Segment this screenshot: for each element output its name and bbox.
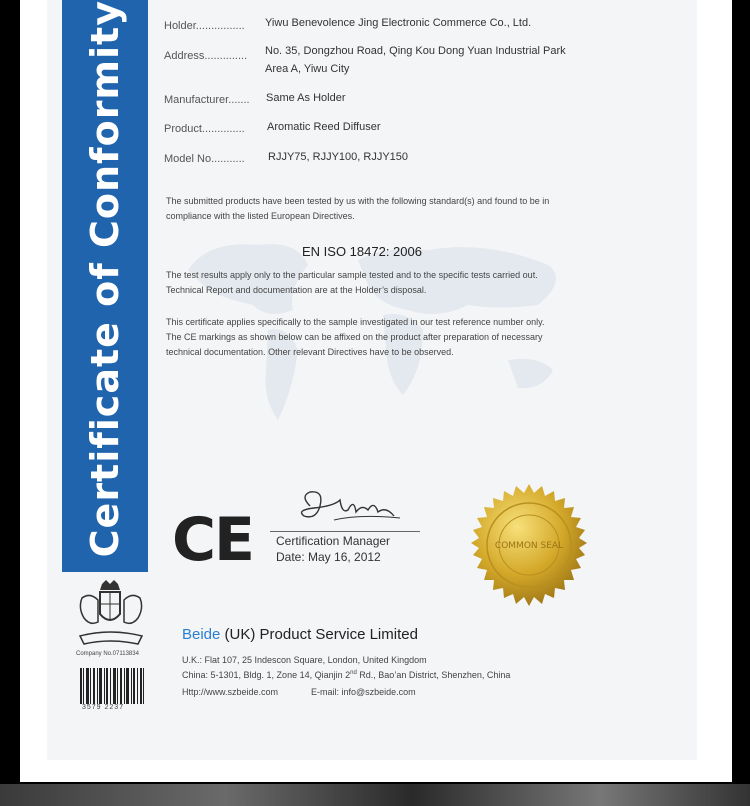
model-label: Model No........... — [164, 153, 245, 165]
issuer-brand: Beide — [182, 626, 221, 643]
address-label: Address.............. — [164, 50, 248, 62]
product-value: Aromatic Reed Diffuser — [267, 121, 381, 133]
china-address: China: 5-1301, Bldg. 1, Zone 14, Qianjin 2nd Rd., Bao’an District, Shenzhen, China — [182, 670, 511, 680]
holder-value: Yiwu Benevolence Jing Electronic Commerce Co., Ltd. — [265, 17, 532, 29]
standard-reference: EN ISO 18472: 2006 — [302, 244, 422, 259]
signature-line — [270, 531, 420, 532]
model-value: RJJY75, RJJY100, RJJY150 — [268, 151, 409, 163]
manufacturer-label: Manufacturer....... — [164, 94, 250, 106]
product-label: Product.............. — [164, 123, 245, 135]
issue-date: Date: May 16, 2012 — [276, 550, 381, 564]
company-number: Company No.07113834 — [76, 651, 139, 657]
uk-address: U.K.: Flat 107, 25 Indescon Square, London, United Kingdom — [182, 655, 427, 665]
seal-text: COMMON SEAL — [494, 541, 564, 551]
signatory-title: Certification Manager — [276, 534, 391, 548]
manufacturer-value: Same As Holder — [266, 92, 346, 104]
title-band — [62, 0, 148, 572]
barcode — [80, 668, 144, 704]
royal-crest-icon — [72, 578, 150, 650]
signature — [290, 486, 410, 530]
issuer-name: Beide (UK) Product Service Limited — [182, 626, 418, 643]
holder-label: Holder................ — [164, 20, 245, 32]
email: E-mail: info@szbeide.com — [311, 687, 416, 697]
test-results-paragraph: The test results apply only to the particular sample tested and to the specific tests carried out. Technical Report and documentation are at the Holder’s disposal. — [166, 270, 538, 295]
barcode-number: 3579 2237 — [82, 704, 125, 711]
background-strip — [0, 784, 750, 806]
address-value-line2: Area A, Yiwu City — [265, 63, 350, 75]
compliance-paragraph: The submitted products have been tested by us with the following standard(s) and found to be in compliance with the listed European Directives. — [166, 196, 550, 221]
gold-seal — [466, 482, 592, 608]
address-value-line1: No. 35, Dongzhou Road, Qing Kou Dong Yuan Industrial Park — [265, 45, 566, 57]
website: Http://www.szbeide.com — [182, 687, 279, 697]
certificate-title: Certificate of Conformity — [83, 0, 127, 558]
ce-mark: CE — [172, 505, 254, 575]
ce-marking-paragraph: This certificate applies specifically to the sample investigated in our test reference number only. The CE markings as shown below can be affixed on the product after preparation of necessary technical documentation. Other relevant Directives have to be observed. — [166, 317, 545, 357]
